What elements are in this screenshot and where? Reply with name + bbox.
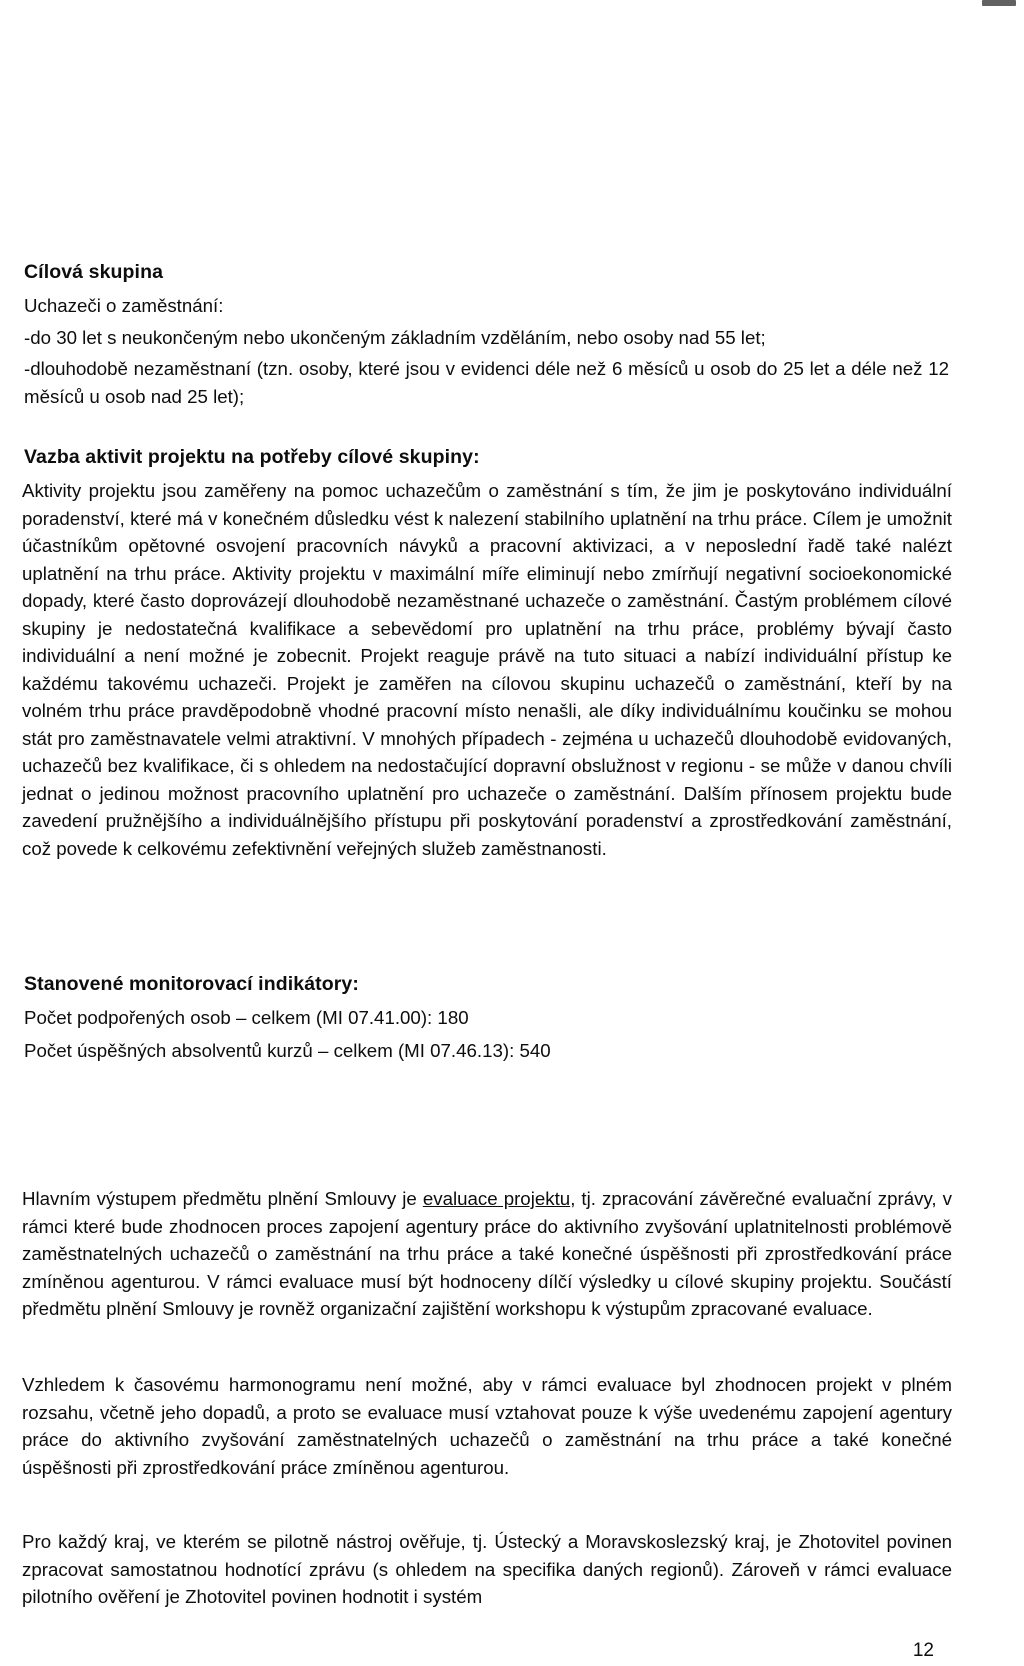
indicators-heading: Stanovené monitorovací indikátory: bbox=[24, 973, 359, 995]
page-number: 12 bbox=[912, 1640, 934, 1661]
target-group-item-2: -dlouhodobě nezaměstnaní (tzn. osoby, které jsou v evidenci déle než 6 měsíců u osob do 25 let a déle než 12 měsíců u osob nad 25 let); bbox=[24, 358, 949, 407]
indicator-successful-graduates: Počet úspěšných absolventů kurzů – celkem (MI 07.46.13): 540 bbox=[24, 1040, 551, 1061]
target-group-intro: Uchazeči o zaměstnání: bbox=[24, 295, 224, 316]
indicator-supported-persons: Počet podpořených osob – celkem (MI 07.41.00): 180 bbox=[24, 1007, 469, 1028]
scan-artifact bbox=[982, 0, 1016, 6]
contract-paragraph-3: Pro každý kraj, ve kterém se pilotně nástroj ověřuje, tj. Ústecký a Moravskoslezský kraj, je Zhotovitel povinen zpracovat samostatnou hodnotící zprávu (s ohledem na specifika daných regionů). Zároveň v rámci evaluace pilotního ověření je Zhotovitel povinen hodnotit i systém bbox=[22, 1531, 952, 1607]
linkage-heading: Vazba aktivit projektu na potřeby cílové skupiny: bbox=[24, 446, 480, 468]
contract-p1-end: , tj. zpracování závěrečné evaluační zprávy, v rámci které bude zhodnocen proces zapojení agentury práce do aktivního zvyšování uplatnitelnosti problémově zaměstnatelných uchazečů o zaměstnání na trhu práce a také konečné úspěšnosti při zprostředkování práce zmíněnou agenturou. V rámci evaluace musí být hodnoceny dílčí výsledky u cílové skupiny projektu. Součástí předmětu plnění Smlouvy je rovněž organizační zajištění workshopu k výstupům zpracované evaluace. bbox=[22, 1188, 952, 1319]
contract-paragraph-2: Vzhledem k časovému harmonogramu není možné, aby v rámci evaluace byl zhodnocen projekt v plném rozsahu, včetně jeho dopadů, a proto se evaluace musí vztahovat pouze k výše uvedenému zapojení agentury práce do aktivního zvyšování zaměstnatelných uchazečů o zaměstnání na trhu práce a také konečné úspěšnosti při zprostředkování práce zmíněnou agenturou. bbox=[22, 1374, 952, 1478]
target-group-item-1: -do 30 let s neukončeným nebo ukončeným základním vzděláním, nebo osoby nad 55 let; bbox=[24, 327, 766, 348]
contract-p1-start: Hlavním výstupem předmětu plnění Smlouvy je bbox=[22, 1188, 423, 1209]
linkage-body: Aktivity projektu jsou zaměřeny na pomoc uchazečům o zaměstnání s tím, že jim je poskytováno individuální poradenství, které má v konečném důsledku vést k nalezení stabilního uplatnění na trhu práce. Cílem je umožnit účastníkům opětovné osvojení pracovních návyků a pracovní aktivizaci, a v neposlední řadě také nalézt uplatnění na trhu práce. Aktivity projektu v maximální míře eliminují nebo zmírňují negativní socioekonomické dopady, které často doprovázejí dlouhodobě nezaměstnané uchazeče o zaměstnání. Častým problémem cílové skupiny je nedostatečná kvalifikace a sebevědomí pro uplatnění na trhu práce, problémy bývají často individuální a není možné je zobecnit. Projekt reaguje právě na tuto situaci a nabízí individuální přístup ke každému takovému uchazeči. Projekt je zaměřen na cílovou skupinu uchazečů o zaměstnání, kteří by na volném trhu práce pravděpodobně vhodné pracovní místo nenašli, ale díky individuálnímu koučinku se mohou stát pro zaměstnavatele velmi atraktivní. V mnohých případech - zejména u uchazečů dlouhodobě evidovaných, uchazečů bez kvalifikace, či s ohledem na nedostačující dopravní obslužnost v regionu - se může v danou chvíli jednat o jedinou možnost pracovního uplatnění pro uchazeče o zaměstnání. Dalším přínosem projektu bude zavedení pružnějšího a individuálnějšího přístupu při poskytování poradenství a zprostředkování zaměstnání, což povede k celkovému zefektivnění veřejných služeb zaměstnanosti. bbox=[22, 480, 952, 859]
target-group-heading: Cílová skupina bbox=[24, 261, 164, 283]
contract-paragraph-1 bbox=[22, 1185, 952, 1323]
evaluation-project-link-text: evaluace projektu bbox=[422, 1188, 571, 1209]
